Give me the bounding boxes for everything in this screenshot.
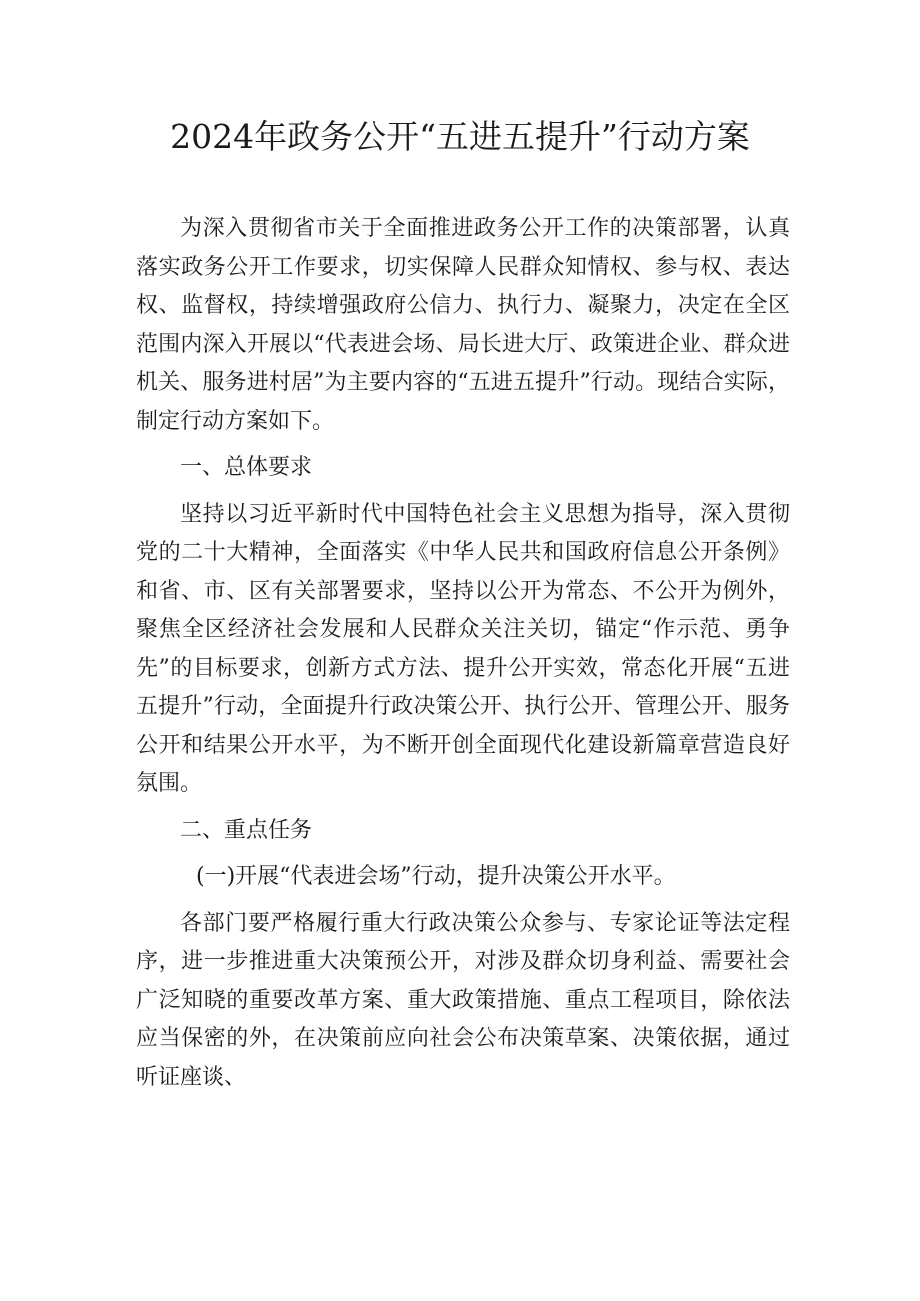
subsection-heading-representatives: (一)开展“代表进会场”行动，提升决策公开水平。 (196, 864, 676, 889)
document-title: 2024年政务公开“五进五提升”行动方案 (170, 117, 750, 156)
representatives-paragraph: 各部门要严格履行重大行政决策公众参与、专家论证等法定程序，进一步推进重大决策预公开，对涉及群众切身利益、需要社会广泛知晓的重要改革方案、重大政策措施、重点工程项目，除依法应当保密的外，在决策前应向社会公布决策草案、决策依据，通过听证座谈、 (136, 910, 790, 1090)
section-heading-key-tasks: 二、重点任务 (180, 817, 313, 843)
section-heading-overall-requirements: 一、总体要求 (180, 455, 313, 480)
overall-requirements-paragraph: 坚持以习近平新时代中国特色社会主义思想为指导，深入贯彻党的二十大精神，全面落实《中华人民共和国政府信息公开条例》和省、市、区有关部署要求，坚持以公开为常态、不公开为例外，聚焦全区经济社会发展和人民群众关注关切，锚定“作示范、勇争先”的目标要求，创新方式方法、提升公开实效，常态化开展“五进五提升”行动，全面提升行政决策公开、执行公开、管理公开、服务公开和结果公开水平，为不断开创全面现代化建设新篇章营造良好氛围。 (136, 501, 790, 796)
intro-paragraph: 为深入贯彻省市关于全面推进政务公开工作的决策部署，认真落实政务公开工作要求，切实保障人民群众知情权、参与权、表达权、监督权，持续增强政府公信力、执行力、凝聚力，决定在全区范围内深入开展以“代表进会场、局长进大厅、政策进企业、群众进机关、服务进村居”为主要内容的“五进五提升”行动。现结合实际，制定行动方案如下。 (136, 216, 790, 434)
document-body (136, 210, 790, 1097)
